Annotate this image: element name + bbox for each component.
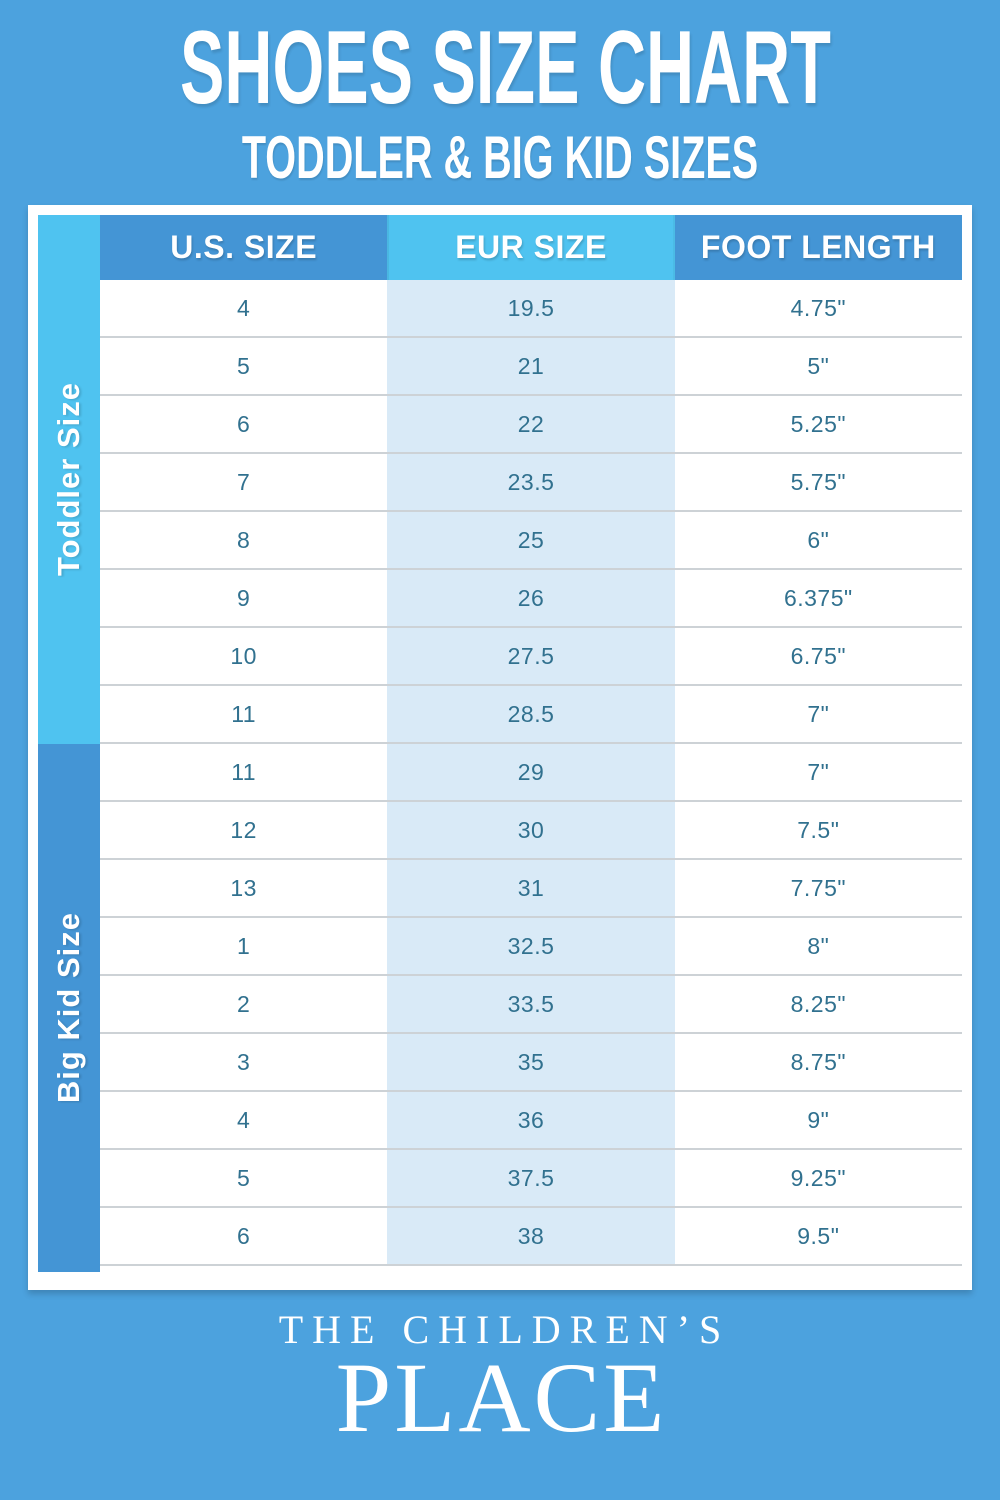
size-table-body xyxy=(100,280,962,1266)
section-bigkid-strip xyxy=(38,744,100,1272)
table-cell: 7.75" xyxy=(675,860,962,916)
table-cell: 30 xyxy=(387,802,674,858)
table-row xyxy=(100,976,962,1034)
table-row xyxy=(100,744,962,802)
table-cell: 38 xyxy=(387,1208,674,1264)
table-cell: 7" xyxy=(675,744,962,800)
page-subtitle: TODDLER & BIG KID SIZES xyxy=(241,124,759,191)
table-cell: 9 xyxy=(100,570,387,626)
table-cell: 5 xyxy=(100,338,387,394)
table-cell: 36 xyxy=(387,1092,674,1148)
table-cell: 11 xyxy=(100,744,387,800)
table-cell: 8.75" xyxy=(675,1034,962,1090)
table-cell: 6.75" xyxy=(675,628,962,684)
table-cell: 7" xyxy=(675,686,962,742)
table-cell: 19.5 xyxy=(387,280,674,336)
table-cell: 6 xyxy=(100,1208,387,1264)
column-header-us-size: U.S. SIZE xyxy=(100,215,387,280)
table-cell: 25 xyxy=(387,512,674,568)
brand-name-bottom: PLACE xyxy=(335,1342,668,1453)
table-cell: 4.75" xyxy=(675,280,962,336)
table-cell: 9.25" xyxy=(675,1150,962,1206)
table-cell: 5" xyxy=(675,338,962,394)
table-cell: 29 xyxy=(387,744,674,800)
table-cell: 23.5 xyxy=(387,454,674,510)
table-row xyxy=(100,338,962,396)
table-row xyxy=(100,918,962,976)
table-cell: 3 xyxy=(100,1034,387,1090)
table-cell: 21 xyxy=(387,338,674,394)
table-cell: 2 xyxy=(100,976,387,1032)
table-cell: 1 xyxy=(100,918,387,974)
section-toddler-label: Toddler Size xyxy=(51,382,86,577)
table-cell: 35 xyxy=(387,1034,674,1090)
table-row xyxy=(100,628,962,686)
table-cell: 13 xyxy=(100,860,387,916)
table-cell: 5 xyxy=(100,1150,387,1206)
table-cell: 4 xyxy=(100,1092,387,1148)
brand-logo xyxy=(0,1307,1000,1453)
table-cell: 11 xyxy=(100,686,387,742)
table-row xyxy=(100,512,962,570)
section-sidebar xyxy=(38,215,100,1280)
table-row xyxy=(100,396,962,454)
table-row xyxy=(100,686,962,744)
table-cell: 9.5" xyxy=(675,1208,962,1264)
table-cell: 27.5 xyxy=(387,628,674,684)
section-toddler-strip xyxy=(38,215,100,744)
table-cell: 10 xyxy=(100,628,387,684)
table-cell: 8 xyxy=(100,512,387,568)
size-table-frame xyxy=(28,205,972,1290)
table-cell: 33.5 xyxy=(387,976,674,1032)
table-row xyxy=(100,1092,962,1150)
table-cell: 22 xyxy=(387,396,674,452)
table-cell: 9" xyxy=(675,1092,962,1148)
table-cell: 37.5 xyxy=(387,1150,674,1206)
table-cell: 26 xyxy=(387,570,674,626)
table-row xyxy=(100,280,962,338)
table-row xyxy=(100,454,962,512)
table-cell: 8.25" xyxy=(675,976,962,1032)
table-row xyxy=(100,860,962,918)
page-title: SHOES SIZE CHART xyxy=(180,10,831,126)
table-cell: 6" xyxy=(675,512,962,568)
table-cell: 31 xyxy=(387,860,674,916)
table-cell: 6 xyxy=(100,396,387,452)
table-cell: 12 xyxy=(100,802,387,858)
column-header-eur-size: EUR SIZE xyxy=(387,215,674,280)
table-cell: 28.5 xyxy=(387,686,674,742)
table-row xyxy=(100,1150,962,1208)
brand-name-top: THE CHILDREN’S xyxy=(278,1307,731,1352)
table-cell: 8" xyxy=(675,918,962,974)
table-cell: 5.25" xyxy=(675,396,962,452)
title-block xyxy=(0,10,1000,191)
size-table-header xyxy=(100,215,962,280)
table-row xyxy=(100,1208,962,1266)
table-cell: 7.5" xyxy=(675,802,962,858)
column-header-foot-length: FOOT LENGTH xyxy=(675,215,962,280)
table-row xyxy=(100,570,962,628)
table-cell: 7 xyxy=(100,454,387,510)
size-table xyxy=(100,215,962,1280)
table-cell: 5.75" xyxy=(675,454,962,510)
section-bigkid-label: Big Kid Size xyxy=(51,912,86,1104)
table-cell: 32.5 xyxy=(387,918,674,974)
table-row xyxy=(100,1034,962,1092)
table-cell: 6.375" xyxy=(675,570,962,626)
table-row xyxy=(100,802,962,860)
table-cell: 4 xyxy=(100,280,387,336)
